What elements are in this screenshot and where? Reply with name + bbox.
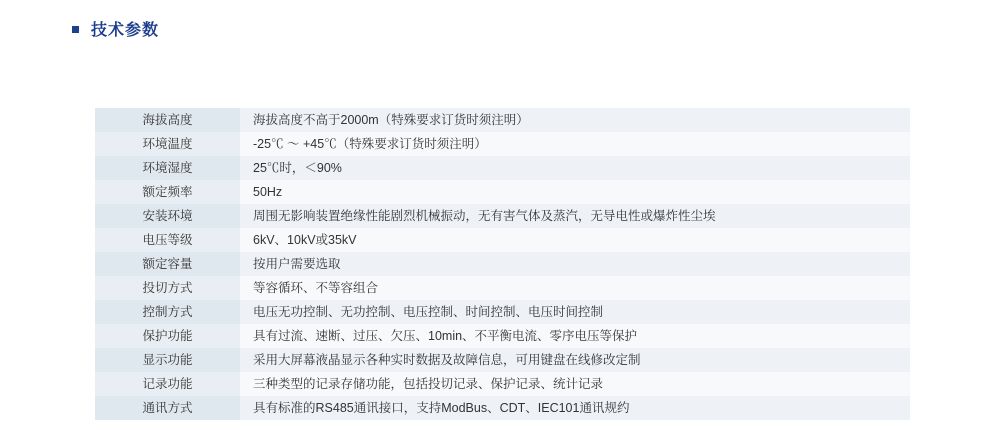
row-value: 具有标准的RS485通讯接口，支持ModBus、CDT、IEC101通讯规约 [240,396,910,420]
square-bullet-icon [72,26,79,33]
row-value: 25℃时，＜90% [240,156,910,180]
table-row [95,132,910,156]
row-label: 安装环境 [95,204,240,228]
table-row [95,252,910,276]
row-value: 三种类型的记录存储功能，包括投切记录、保护记录、统计记录 [240,372,910,396]
row-label: 通讯方式 [95,396,240,420]
table-row [95,396,910,420]
row-value: 具有过流、速断、过压、欠压、10min、不平衡电流、零序电压等保护 [240,324,910,348]
table-row [95,348,910,372]
row-value: 6kV、10kV或35kV [240,228,910,252]
row-value: 50Hz [240,180,910,204]
row-value: 周围无影响装置绝缘性能剧烈机械振动，无有害气体及蒸汽，无导电性或爆炸性尘埃 [240,204,910,228]
technical-parameters-table [95,108,910,420]
row-label: 记录功能 [95,372,240,396]
table-body [95,108,910,420]
table-row [95,156,910,180]
table-row [95,372,910,396]
row-label: 海拔高度 [95,108,240,132]
row-value: 按用户需要选取 [240,252,910,276]
row-label: 控制方式 [95,300,240,324]
row-label: 额定容量 [95,252,240,276]
row-label: 电压等级 [95,228,240,252]
table-row [95,108,910,132]
row-value: 采用大屏幕液晶显示各种实时数据及故障信息，可用键盘在线修改定制 [240,348,910,372]
table-row [95,300,910,324]
row-label: 显示功能 [95,348,240,372]
section-heading [72,17,159,40]
row-value: 海拔高度不高于2000m（特殊要求订货时须注明） [240,108,910,132]
table-row [95,180,910,204]
row-label: 环境温度 [95,132,240,156]
row-label: 保护功能 [95,324,240,348]
table-row [95,228,910,252]
row-value: -25℃ ～ +45℃（特殊要求订货时须注明） [240,132,910,156]
row-value: 等容循环、不等容组合 [240,276,910,300]
table-row [95,276,910,300]
table-row [95,204,910,228]
row-value: 电压无功控制、无功控制、电压控制、时间控制、电压时间控制 [240,300,910,324]
row-label: 投切方式 [95,276,240,300]
table-row [95,324,910,348]
row-label: 环境湿度 [95,156,240,180]
page-title: 技术参数 [91,22,160,39]
row-label: 额定频率 [95,180,240,204]
